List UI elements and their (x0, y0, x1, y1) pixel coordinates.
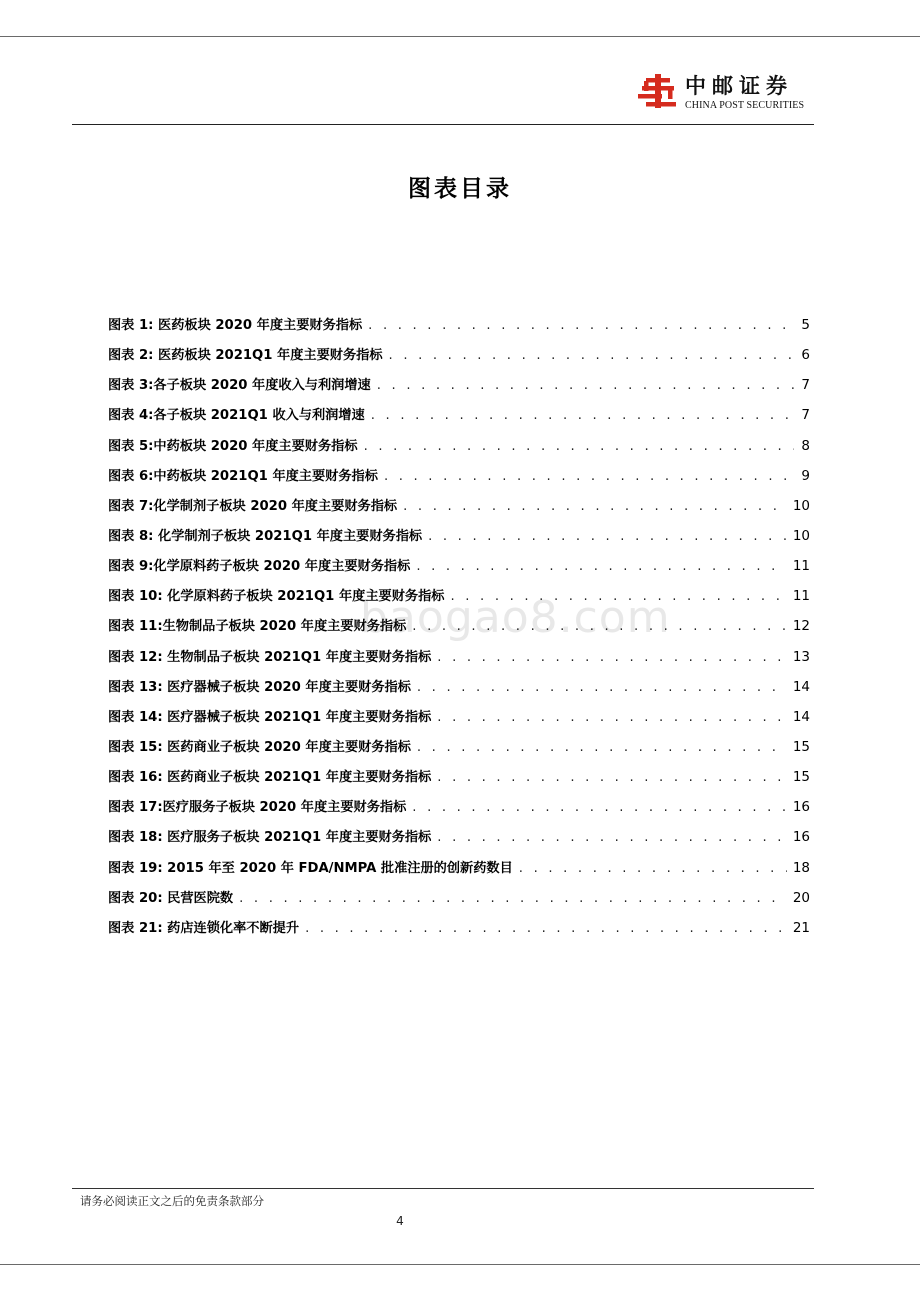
toc-entry[interactable] (108, 735, 810, 765)
toc-entry-page[interactable]: 10 (792, 497, 810, 514)
toc-dot-leader (403, 495, 787, 519)
toc-dot-leader (364, 435, 794, 459)
toc-entry-page[interactable]: 15 (792, 769, 810, 786)
toc-entry-page[interactable]: 13 (792, 648, 810, 665)
toc-entry[interactable] (108, 584, 810, 614)
toc-entry-page[interactable]: 15 (792, 738, 810, 755)
toc-entry-page[interactable]: 7 (801, 407, 810, 424)
toc-entry-page[interactable]: 5 (801, 317, 810, 333)
toc-entry-page[interactable]: 14 (792, 678, 810, 695)
toc-dot-leader (239, 887, 787, 911)
toc-entry-label[interactable]: 图表 8: 化学制剂子板块 2021Q1 年度主要财务指标 (108, 528, 423, 544)
brand-name-en: CHINA POST SECURITIES (685, 100, 805, 111)
page-title: 图表目录 (408, 175, 512, 202)
toc-entry[interactable] (108, 554, 810, 584)
toc-entry[interactable] (108, 675, 810, 705)
toc-entry[interactable] (108, 343, 810, 373)
toc-entry[interactable] (108, 464, 810, 494)
toc-entry-page[interactable]: 10 (792, 527, 810, 544)
toc-entry-label[interactable]: 图表 11:生物制品子板块 2020 年度主要财务指标 (108, 619, 407, 635)
toc-dot-leader (416, 555, 787, 579)
toc-entry[interactable] (108, 313, 810, 343)
toc-entry[interactable] (108, 373, 810, 403)
toc-entry-label[interactable]: 图表 17:医疗服务子板块 2020 年度主要财务指标 (108, 800, 407, 816)
watermark: baogao8.com (360, 592, 671, 643)
toc-entry-label[interactable]: 图表 19: 2015 年至 2020 年 FDA/NMPA 批准注册的创新药数目 (108, 860, 513, 876)
toc-entry-label[interactable]: 图表 13: 医疗器械子板块 2020 年度主要财务指标 (108, 679, 411, 695)
toc-entry[interactable] (108, 825, 810, 855)
toc-entry-label[interactable]: 图表 2: 医药板块 2021Q1 年度主要财务指标 (108, 348, 383, 364)
toc-dot-leader (450, 585, 786, 609)
toc-dot-leader (437, 766, 787, 790)
toc-entry-label[interactable]: 图表 7:化学制剂子板块 2020 年度主要财务指标 (108, 498, 398, 514)
disclaimer: 请务必阅读正文之后的免责条款部分 (80, 1194, 264, 1208)
toc-dot-leader (417, 736, 787, 760)
toc-dot-leader (412, 796, 787, 820)
toc-entry[interactable] (108, 856, 810, 886)
toc-dot-leader (437, 826, 787, 850)
toc-entry-label[interactable]: 图表 15: 医药商业子板块 2020 年度主要财务指标 (108, 739, 411, 755)
toc-entry-page[interactable]: 14 (792, 708, 810, 725)
toc-entry[interactable] (108, 403, 810, 433)
header-rule (72, 124, 814, 125)
toc-entry-page[interactable]: 9 (801, 467, 810, 484)
toc-entry[interactable] (108, 916, 810, 946)
toc-entry-label[interactable]: 图表 12: 生物制品子板块 2021Q1 年度主要财务指标 (108, 649, 432, 665)
toc-entry-page[interactable]: 8 (801, 437, 810, 454)
toc-entry-label[interactable]: 图表 14: 医疗器械子板块 2021Q1 年度主要财务指标 (108, 709, 432, 725)
toc-dot-leader (377, 374, 794, 398)
toc-dot-leader (368, 314, 794, 338)
toc-entry-label[interactable]: 图表 20: 民营医院数 (108, 890, 234, 906)
brand-name-cn: 中邮证券 (685, 73, 793, 98)
toc-dot-leader (305, 917, 787, 941)
toc-entry-page[interactable]: 11 (792, 588, 810, 605)
top-rule (0, 36, 920, 37)
brand-logo (638, 72, 818, 116)
toc-entry-page[interactable]: 21 (792, 919, 810, 936)
toc-entry-page[interactable]: 20 (792, 889, 810, 906)
toc-dot-leader (412, 615, 787, 639)
toc-entry-label[interactable]: 图表 6:中药板块 2021Q1 年度主要财务指标 (108, 468, 378, 484)
toc-entry-page[interactable]: 18 (792, 859, 810, 876)
page-number: 4 (396, 1214, 404, 1228)
toc-entry-page[interactable]: 11 (792, 558, 810, 575)
toc-entry-label[interactable]: 图表 21: 药店连锁化率不断提升 (108, 920, 300, 936)
toc-entry-label[interactable]: 图表 10: 化学原料药子板块 2021Q1 年度主要财务指标 (108, 589, 445, 605)
toc-entry-page[interactable]: 16 (792, 799, 810, 816)
toc-entry[interactable] (108, 795, 810, 825)
toc-entry[interactable] (108, 524, 810, 554)
toc-entry-label[interactable]: 图表 4:各子板块 2021Q1 收入与利润增速 (108, 408, 365, 424)
toc-entry-label[interactable]: 图表 9:化学原料药子板块 2020 年度主要财务指标 (108, 559, 411, 575)
toc-entry-page[interactable]: 16 (792, 829, 810, 846)
toc-dot-leader (437, 706, 787, 730)
toc-dot-leader (371, 404, 794, 428)
toc-entry-label[interactable]: 图表 18: 医疗服务子板块 2021Q1 年度主要财务指标 (108, 830, 432, 846)
toc-entry-label[interactable]: 图表 1: 医药板块 2020 年度主要财务指标 (108, 318, 363, 333)
toc-entry-page[interactable]: 12 (792, 618, 810, 635)
toc-entry[interactable] (108, 614, 810, 644)
toc-dot-leader (428, 525, 787, 549)
bottom-rule (0, 1264, 920, 1265)
toc-entry[interactable] (108, 886, 810, 916)
toc-entry-page[interactable]: 7 (801, 377, 810, 394)
toc-dot-leader (389, 344, 794, 368)
toc-entry[interactable] (108, 434, 810, 464)
toc-entry-page[interactable]: 6 (801, 347, 810, 364)
toc-dot-leader (437, 646, 787, 670)
toc-dot-leader (384, 465, 794, 489)
toc-entry-label[interactable]: 图表 5:中药板块 2020 年度主要财务指标 (108, 438, 358, 454)
toc-dot-leader (519, 857, 787, 881)
toc-entry[interactable] (108, 645, 810, 675)
toc-entry[interactable] (108, 765, 810, 795)
toc-dot-leader (417, 676, 787, 700)
footer-rule (72, 1188, 814, 1189)
table-of-figures (108, 313, 810, 946)
toc-entry[interactable] (108, 494, 810, 524)
china-post-logo-icon (638, 72, 678, 112)
toc-entry-label[interactable]: 图表 3:各子板块 2020 年度收入与利润增速 (108, 378, 371, 394)
toc-entry[interactable] (108, 705, 810, 735)
toc-entry-label[interactable]: 图表 16: 医药商业子板块 2021Q1 年度主要财务指标 (108, 770, 432, 786)
